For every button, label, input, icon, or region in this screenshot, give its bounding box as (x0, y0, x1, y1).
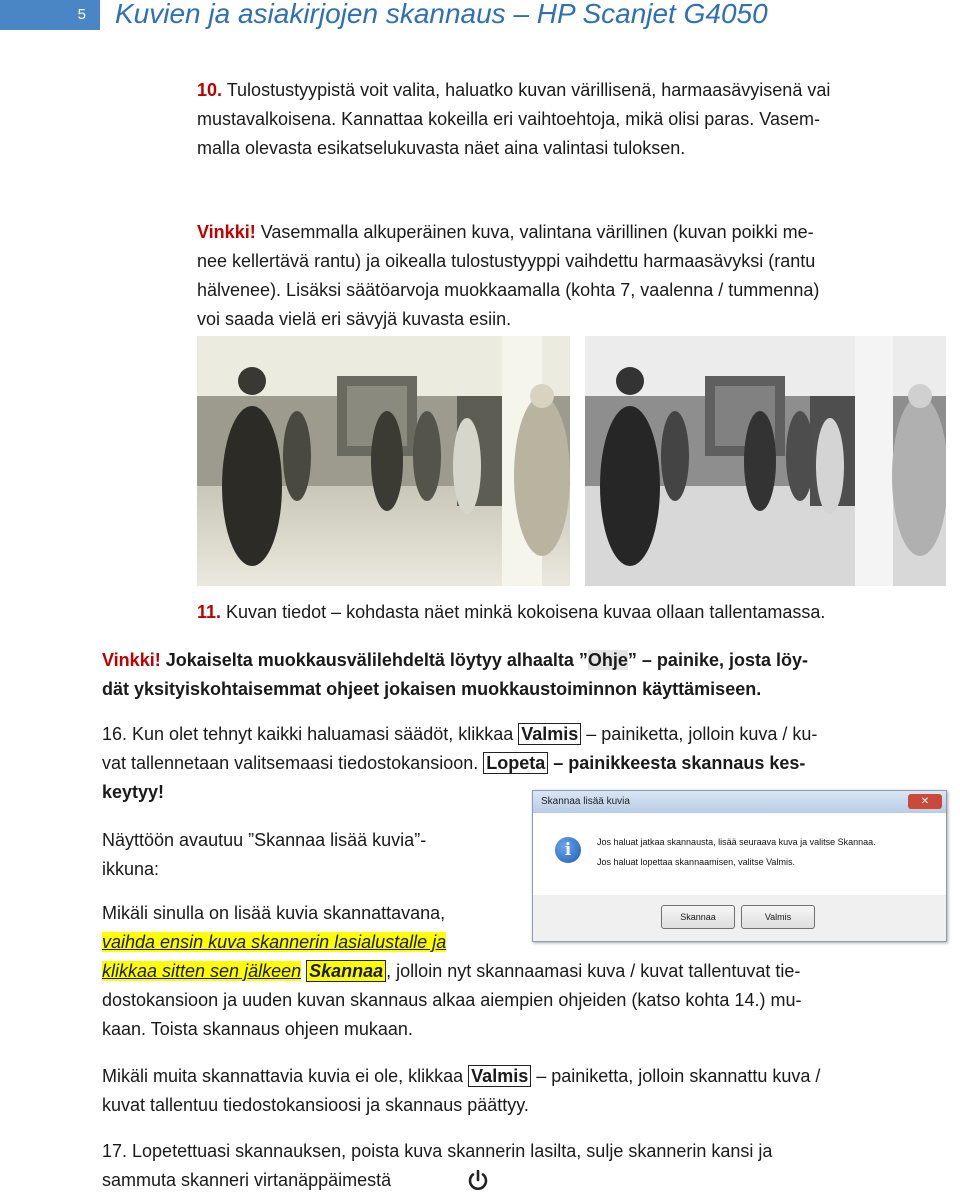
text: – painiketta, jolloin kuva / ku- (581, 724, 818, 744)
step-10 (197, 76, 952, 163)
tip-label: Vinkki! (102, 650, 161, 670)
text: sammuta skanneri virtanäppäimestä (102, 1170, 392, 1190)
text: dät yksityiskohtaisemmat ohjeet jokaisen muokkaustoiminnon käyttämiseen. (102, 679, 762, 699)
text: 17. Lopetettuasi skannauksen, poista kuva skannerin lasilta, sulje skannerin kansi ja (102, 1141, 773, 1161)
dialog-intro (102, 826, 426, 884)
tip-2 (102, 646, 952, 704)
text: Mikäli sinulla on lisää kuvia skannattavana, (102, 903, 446, 923)
text: malla olevasta esikatselukuvasta näet aina valintasi tuloksen. (197, 138, 686, 158)
tip-1 (197, 218, 952, 334)
dialog-message: Jos haluat jatkaa skannausta, lisää seuraava kuva ja valitse Skannaa. (597, 837, 876, 847)
step-number: 10. (197, 80, 223, 100)
info-icon: i (555, 837, 581, 863)
text: 16. Kun olet tehnyt kaikki haluamasi säädöt, klikkaa (102, 724, 519, 744)
text: Näyttöön avautuu ”Skannaa lisää kuvia”- (102, 830, 427, 850)
text: hälvenee). Lisäksi säätöarvoja muokkaamalla (kohta 7, vaalenna / tummenna) (197, 280, 820, 300)
text: ikkuna: (102, 859, 160, 879)
text: kaan. Toista skannaus ohjeen mukaan. (102, 1019, 413, 1039)
power-icon (466, 1168, 490, 1192)
text: voi saada vielä eri sävyjä kuvasta esiin. (197, 309, 512, 329)
valmis-button-ref: Valmis (518, 723, 581, 745)
text: kuvat tallentuu tiedostokansioosi ja skannaus päättyy. (102, 1095, 529, 1115)
ohje-button-ref: Ohje (587, 650, 628, 670)
text: Kuvan tiedot – kohdasta näet minkä kokoisena kuvaa ollaan tallentamassa. (221, 602, 826, 622)
lopeta-button-ref: Lopeta (483, 752, 548, 774)
close-icon[interactable]: ✕ (908, 794, 942, 809)
highlighted-text: vaihda ensin kuva skannerin lasialustalle ja (102, 932, 447, 952)
text: Jokaiselta muokkausvälilehdeltä löytyy alhaalta ” (160, 650, 588, 670)
text: vat tallennetaan valitsemaasi tiedostokansioon. (102, 753, 484, 773)
no-more-images-paragraph (102, 1062, 958, 1120)
skannaa-button-ref: Skannaa (306, 960, 386, 982)
dialog-title: Skannaa lisää kuvia (533, 791, 946, 813)
step-number: 11. (197, 602, 222, 622)
text: Tulostustyypistä voit valita, haluatko kuvan värillisenä, harmaasävyisenä vai (226, 80, 831, 100)
text: keytyy! (102, 782, 165, 802)
step-17 (102, 1137, 958, 1195)
tip-label: Vinkki! (197, 222, 256, 242)
page-number: 5 (0, 0, 100, 30)
text: – painikkeesta skannaus kes- (548, 753, 806, 773)
text: ” – painike, josta löy- (627, 650, 808, 670)
grayscale-preview-image (585, 336, 946, 586)
text: mustavalkoisena. Kannattaa kokeilla eri vaihtoehtoja, mikä olisi paras. Vasem- (197, 109, 820, 129)
valmis-button-ref: Valmis (468, 1065, 531, 1087)
done-button[interactable]: Valmis (741, 905, 815, 929)
dialog-body (533, 813, 946, 895)
scan-button[interactable]: Skannaa (661, 905, 735, 929)
text: dostokansioon ja uuden kuvan skannaus alkaa aiempien ohjeiden (katso kohta 14.) mu- (102, 990, 802, 1010)
page-title: Kuvien ja asiakirjojen skannaus – HP Scanjet G4050 (115, 0, 768, 29)
highlighted-text: klikkaa sitten sen jälkeen (102, 961, 302, 981)
text: , jolloin nyt skannaamasi kuva / kuvat tallentuvat tie- (386, 961, 801, 981)
text: nee kellertävä rantu) ja oikealla tulostustyyppi vaihdettu harmaasävyksi (rantu (197, 251, 816, 271)
more-images-paragraph (102, 899, 958, 1044)
dialog-message: Jos haluat lopettaa skannaamisen, valitse Valmis. (597, 857, 795, 867)
text: Mikäli muita skannattavia kuvia ei ole, klikkaa (102, 1066, 469, 1086)
text: – painiketta, jolloin skannattu kuva / (531, 1066, 821, 1086)
color-preview-image (197, 336, 570, 586)
text: Vasemmalla alkuperäinen kuva, valintana värillinen (kuvan poikki me- (255, 222, 814, 242)
step-11 (197, 598, 825, 627)
